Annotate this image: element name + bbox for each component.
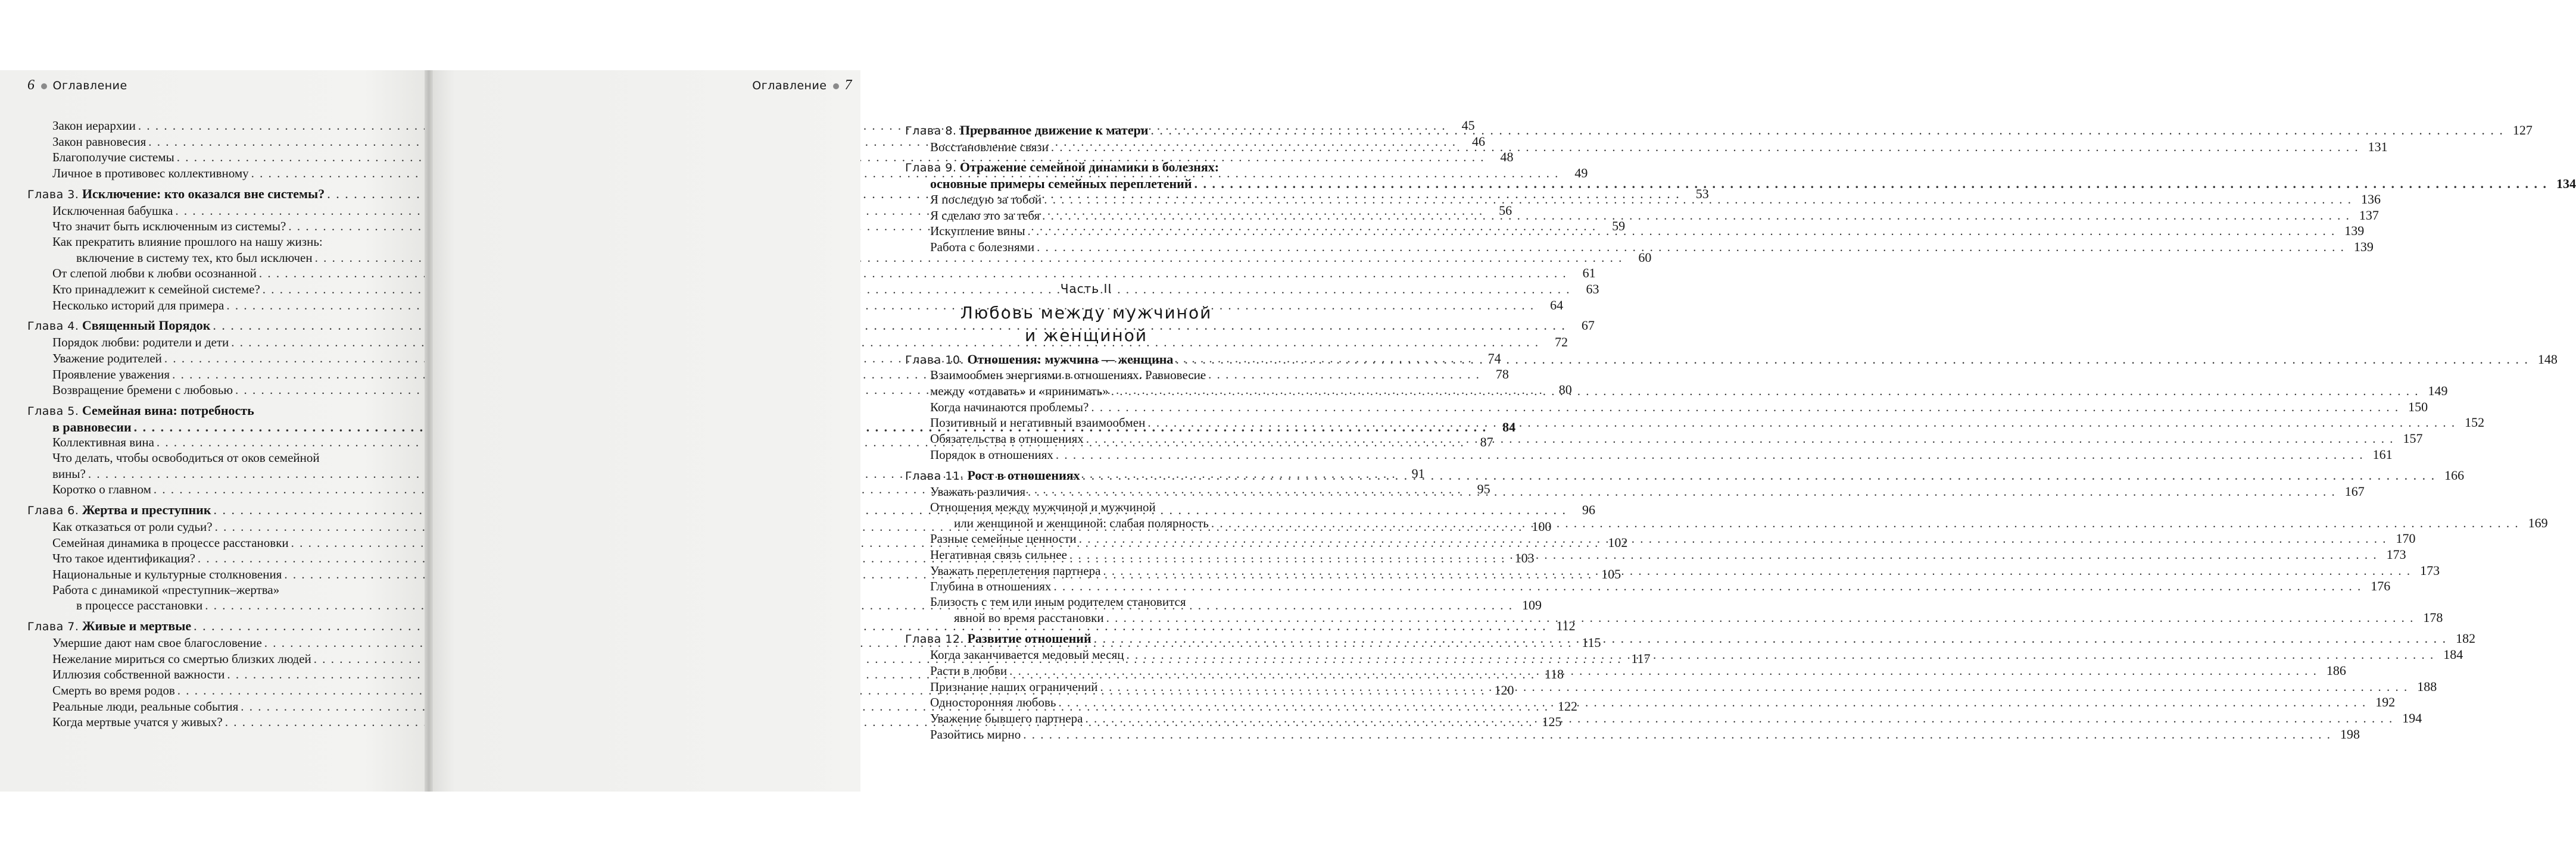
page-ref: 80 <box>1558 382 1572 398</box>
page-ref: 198 <box>2340 726 2360 742</box>
dot-leader <box>1009 664 2318 679</box>
dot-leader <box>1100 680 2409 695</box>
dot-leader <box>213 318 1566 333</box>
entry-title: Негативная связь сильнее <box>930 548 1067 562</box>
page-ref: 122 <box>1557 698 1577 714</box>
page-ref: 96 <box>1582 502 1596 518</box>
page-ref: 84 <box>1502 419 1516 434</box>
dot-leader <box>1175 352 2529 367</box>
chapter-name: Отношения: мужчина — женщина <box>967 351 1174 367</box>
toc-line: Взаимообмен энергиями в отношениях. Равновесие <box>930 368 1206 383</box>
dot-leader <box>1150 123 2504 138</box>
page-ref: 118 <box>1544 667 1564 682</box>
entry-title: Разные семейные ценности <box>930 531 1077 546</box>
chapter-name: Исключение: кто оказался вне системы? <box>82 186 325 201</box>
page-ref: 136 <box>2360 191 2381 207</box>
entry-title: От слепой любви к любви осознанной <box>52 266 257 281</box>
page-ref: 148 <box>2537 351 2558 367</box>
dot-leader <box>1053 579 2362 595</box>
page-ref: 182 <box>2456 630 2476 646</box>
entry-title: Когда начинаются проблемы? <box>930 399 1089 414</box>
entry-title: в равновесии <box>52 419 132 434</box>
page-ref: 117 <box>1631 651 1651 666</box>
entry-title: Односторонняя любовь <box>930 695 1056 710</box>
page-ref: 91 <box>1411 465 1425 481</box>
dot-leader <box>1056 448 2364 463</box>
entry-title: Возвращение бремени с любовью <box>52 383 233 398</box>
page-ref: 139 <box>2353 239 2374 254</box>
page-ref: 59 <box>1612 218 1626 234</box>
entry-title: Реальные люди, реальные события <box>52 699 239 714</box>
page-ref: 109 <box>1522 598 1542 613</box>
entry-title: Уважать различия <box>930 484 1026 499</box>
entry-title: Проявление уважения <box>52 367 170 381</box>
entry-title: включение в систему тех, кто был исключен <box>76 250 313 265</box>
page-ref: 173 <box>2386 547 2406 562</box>
page-ref: 139 <box>2344 223 2365 239</box>
chapter-word: Глава 7. <box>27 620 79 634</box>
chapter-name: Прерванное движение к матери <box>959 123 1149 137</box>
page-ref: 61 <box>1582 265 1596 281</box>
dot-leader <box>1051 140 2359 155</box>
toc-line: Что делать, чтобы освободиться от оков семейной <box>52 451 320 465</box>
toc-entry <box>905 578 2391 595</box>
chapter-title <box>27 618 191 635</box>
dot-leader <box>1079 531 2387 547</box>
page-number-right: 7 <box>844 77 852 93</box>
entry-title: Я последую за тобой <box>930 192 1042 207</box>
chapter-word: Глава 4. <box>27 320 79 333</box>
entry-title: Уважение родителей <box>52 351 162 365</box>
page-ref: 72 <box>1555 334 1568 350</box>
page-ref: 173 <box>2420 562 2440 578</box>
chapter-name: Отражение семейной динамики в болезнях: <box>959 160 1220 175</box>
chapter-entry <box>27 618 1576 635</box>
part-label: Часть II <box>1060 281 1112 296</box>
entry-title: явной во время расстановки <box>954 610 1104 625</box>
dot-leader <box>1069 548 2378 563</box>
entry-title: Я сделаю это за тебя <box>930 208 1040 223</box>
dot-leader <box>1147 415 2456 431</box>
dot-leader <box>1086 431 2394 447</box>
page-ref: 60 <box>1638 249 1652 265</box>
page-ref: 53 <box>1695 186 1709 201</box>
page-ref: 184 <box>2443 647 2463 662</box>
entry-title: Искупление вины <box>930 224 1025 239</box>
running-head-right <box>752 77 852 93</box>
page-ref: 150 <box>2408 399 2428 414</box>
dot-leader <box>1111 384 2419 399</box>
dot-leader <box>1085 711 2393 727</box>
chapter-name: Живые и мертвые <box>82 618 192 634</box>
entry-title: Смерть во время родов <box>52 683 175 698</box>
dot-leader <box>1058 695 2366 711</box>
entry-title: Нежелание мириться со смертью близких людей <box>52 651 311 666</box>
toc-line: Работа с динамикой «преступник–жертва» <box>52 582 280 597</box>
page-ref: 56 <box>1499 202 1512 218</box>
chapter-name: Священный Порядок <box>82 318 211 333</box>
entry-title: Обязательства в отношениях <box>930 431 1084 446</box>
dot-leader <box>1023 727 2331 743</box>
chapter-name: Развитие отношений <box>967 630 1091 646</box>
chapter-title <box>27 186 325 203</box>
dot-leader <box>1091 400 2399 415</box>
bullet-icon <box>833 83 839 89</box>
page-ref: 87 <box>1480 434 1493 450</box>
entry-title: Умершие дают нам свое благословение <box>52 635 262 650</box>
entry-title: в процессе расстановки <box>76 598 203 613</box>
page-ref: 178 <box>2423 609 2443 625</box>
entry-title: вины? <box>52 466 86 481</box>
chapter-name: Семейная вина: потребность <box>82 402 254 418</box>
entry-title: Исключенная бабушка <box>52 203 173 218</box>
entry-title: Коротко о главном <box>52 482 151 497</box>
entry-title: Что такое идентификация? <box>52 551 195 566</box>
dot-leader <box>1106 611 2415 626</box>
entry-title: Личное в противовес коллективному <box>52 166 249 181</box>
entry-title: Кто принадлежит к семейной системе? <box>52 282 260 297</box>
entry-title: Признание наших ограничений <box>930 679 1098 694</box>
chapter-entry <box>905 176 2576 192</box>
dot-leader <box>1044 192 2352 208</box>
page-ref: 49 <box>1574 165 1588 181</box>
page-ref: 120 <box>1494 682 1514 698</box>
entry-title: Порядок любви: родители и дети <box>52 335 229 350</box>
page-ref: 192 <box>2375 695 2396 710</box>
toc-entry <box>27 149 1514 165</box>
page-ref: 127 <box>2512 123 2533 137</box>
toc-entry <box>905 239 2374 255</box>
page-ref: 176 <box>2371 578 2391 594</box>
entry-title: или женщиной и женщиной: слабая полярность <box>954 515 1209 530</box>
page-number-left: 6 <box>27 77 35 93</box>
page-ref: 112 <box>1556 618 1576 634</box>
page-ref: 125 <box>1542 714 1562 730</box>
entry-title: Закон равновесия <box>52 134 146 149</box>
page-ref: 95 <box>1477 481 1490 497</box>
chapter-title <box>905 352 1173 368</box>
dot-leader <box>1103 564 2411 579</box>
chapter-word: Глава 11. <box>905 469 964 483</box>
chapter-name: Рост в отношениях <box>967 467 1080 483</box>
page-ref: 48 <box>1500 149 1514 165</box>
page-ref: 115 <box>1582 634 1601 650</box>
chapter-entry <box>27 318 1595 334</box>
page-ref: 161 <box>2372 446 2393 462</box>
entry-title: Иллюзия собственной важности <box>52 667 225 682</box>
toc-line: Как прекратить влияние прошлого на нашу жизнь: <box>52 234 323 249</box>
page-ref: 169 <box>2528 515 2548 530</box>
bullet-icon <box>41 83 47 89</box>
entry-title: Когда мертвые учатся у живых? <box>52 715 223 730</box>
toc-entry <box>905 726 2360 743</box>
chapter-word: Глава 10. <box>905 353 964 367</box>
entry-title: Порядок в отношениях <box>930 447 1053 462</box>
dot-leader <box>1028 484 2336 500</box>
page-ref: 105 <box>1601 566 1621 581</box>
chapter-title <box>905 123 1148 139</box>
page-ref: 167 <box>2344 484 2365 499</box>
part-title-line-2: и женщиной <box>1024 325 1148 345</box>
entry-title: Коллективная вина <box>52 435 154 450</box>
page-ref: 170 <box>2396 531 2416 546</box>
dot-leader <box>1042 208 2350 224</box>
chapter-title <box>27 502 211 519</box>
page-ref: 152 <box>2465 415 2485 430</box>
dot-leader <box>1126 648 2434 663</box>
page-ref: 63 <box>1586 282 1599 297</box>
entry-title: Глубина в отношениях <box>930 579 1052 594</box>
entry-title: Позитивный и негативный взаимообмен <box>930 415 1146 430</box>
page-ref: 100 <box>1532 518 1552 534</box>
toc-entry <box>905 446 2393 463</box>
entry-title: Семейная динамика в процессе расстановки <box>52 535 289 550</box>
toc-line: Отношения между мужчиной и мужчиной <box>930 499 1156 514</box>
entry-title: Несколько историй для примера <box>52 298 224 312</box>
chapter-title <box>905 160 1219 176</box>
toc-entry <box>27 265 1596 282</box>
page-ref: 103 <box>1514 551 1535 566</box>
chapter-title <box>905 631 1091 648</box>
dot-leader <box>1211 516 2519 531</box>
dot-leader <box>1094 631 2447 646</box>
part-title-line-1: Любовь между мужчиной <box>960 302 1212 323</box>
entry-title: Уважение бывшего партнера <box>930 711 1083 726</box>
page-ref: 134 <box>2556 176 2576 192</box>
running-head-label-left: Оглавление <box>52 79 127 92</box>
entry-title: Работа с болезнями <box>930 239 1035 254</box>
page-ref: 46 <box>1472 133 1486 149</box>
entry-title: Расти в любви <box>930 663 1008 678</box>
chapter-title <box>27 403 254 420</box>
chapter-word: Глава 8. <box>905 124 957 137</box>
book-spread <box>0 70 2576 792</box>
entry-title: Закон иерархии <box>52 118 136 133</box>
page-ref: 67 <box>1581 318 1595 333</box>
dot-leader <box>226 298 1535 314</box>
page-ref: 131 <box>2368 139 2388 154</box>
chapter-title <box>905 468 1080 484</box>
running-head-label-right: Оглавление <box>752 79 827 92</box>
chapter-title <box>27 318 210 334</box>
chapter-word: Глава 12. <box>905 632 964 646</box>
toc-line: Близость с тем или иным родителем становится <box>930 595 1186 609</box>
page-ref: 74 <box>1487 350 1501 365</box>
chapter-heading-line <box>27 403 392 420</box>
page-ref: 186 <box>2326 662 2346 678</box>
page-ref: 64 <box>1550 297 1564 312</box>
page-ref: 102 <box>1608 534 1628 550</box>
chapter-heading-line <box>905 160 1267 176</box>
entry-title: Когда заканчивается медовый месяц <box>930 648 1124 662</box>
gutter <box>425 70 433 792</box>
chapter-word: Глава 6. <box>27 504 79 518</box>
entry-title: между «отдавать» и «принимать» <box>930 384 1109 399</box>
entry-title: Уважать переплетения партнера <box>930 563 1101 578</box>
dot-leader <box>1195 176 2548 192</box>
running-head-left <box>27 77 127 93</box>
dot-leader <box>1037 240 2345 255</box>
page-ref: 157 <box>2403 431 2423 446</box>
page-ref: 194 <box>2402 711 2422 726</box>
dot-leader <box>1027 224 2335 239</box>
part-title <box>905 302 1267 347</box>
entry-title: Что значит быть исключенным из системы? <box>52 219 286 234</box>
page-ref: 149 <box>2428 383 2448 399</box>
dot-leader <box>1083 465 2436 483</box>
chapter-word: Глава 3. <box>27 187 79 201</box>
chapter-word: Глава 5. <box>27 404 79 418</box>
entry-title: основные примеры семейных переплетений <box>930 176 1192 192</box>
toc-entry <box>27 249 1652 266</box>
page-ref: 166 <box>2444 467 2465 483</box>
page-ref: 188 <box>2417 678 2437 694</box>
entry-title: Благополучие системы <box>52 150 174 165</box>
page-ref: 78 <box>1495 366 1509 381</box>
entry-title: Как отказаться от роли судьи? <box>52 519 213 534</box>
chapter-name: Жертва и преступник <box>82 502 211 518</box>
page-ref: 137 <box>2359 207 2379 223</box>
entry-title: Разойтись мирно <box>930 727 1021 742</box>
chapter-word: Глава 9. <box>905 161 957 175</box>
entry-title: Восстановление связи <box>930 139 1049 154</box>
toc-entry <box>905 399 2428 415</box>
entry-title: Национальные и культурные столкновения <box>52 567 282 581</box>
page-ref: 45 <box>1461 118 1475 133</box>
